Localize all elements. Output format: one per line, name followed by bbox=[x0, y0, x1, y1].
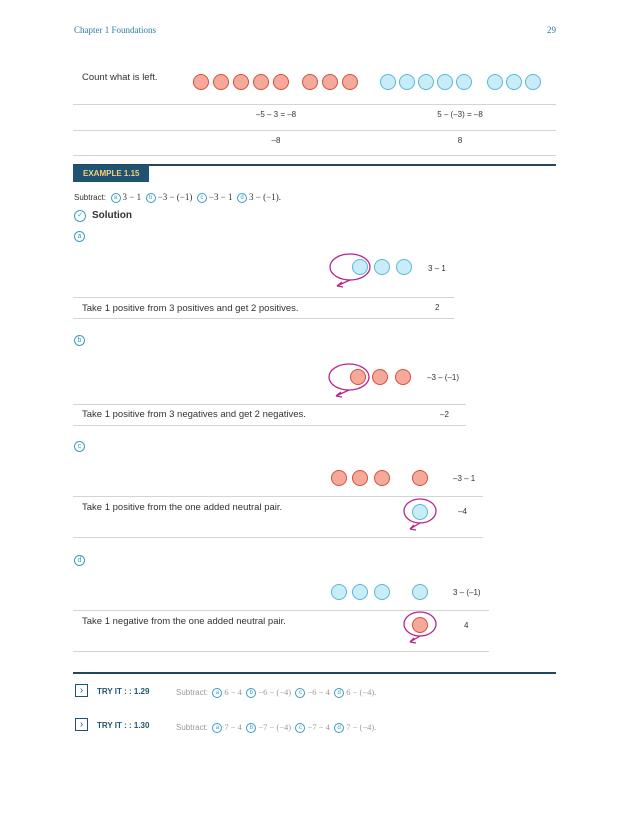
negative-counter bbox=[374, 470, 390, 486]
try-it-title: TRY IT : : 1.30 bbox=[97, 721, 150, 730]
example-bottom-rule bbox=[73, 672, 556, 674]
problem-c: −6 − 4 bbox=[307, 687, 330, 697]
page-number: 29 bbox=[547, 25, 556, 35]
table-divider bbox=[73, 155, 556, 156]
positive-counter bbox=[506, 74, 522, 90]
negative-counter bbox=[253, 74, 269, 90]
label-a: a bbox=[111, 193, 121, 203]
part-b-text: Take 1 positive from 3 negatives and get 2 negatives. bbox=[82, 409, 306, 420]
row-divider bbox=[73, 404, 466, 405]
check-circle-icon: ✓ bbox=[74, 210, 86, 222]
part-b-answer: –2 bbox=[440, 410, 449, 419]
positive-counter bbox=[352, 584, 368, 600]
problem-a: 6 − 4 bbox=[224, 687, 242, 697]
try-it-problems bbox=[176, 687, 376, 698]
part-a-expression: 3 – 1 bbox=[428, 264, 446, 273]
take-away-arrow-icon bbox=[324, 360, 376, 402]
positive-counter bbox=[456, 74, 472, 90]
label-c: c bbox=[197, 193, 207, 203]
label-b: b bbox=[246, 688, 256, 698]
negative-counter bbox=[193, 74, 209, 90]
part-c-answer: –4 bbox=[458, 507, 467, 516]
label-a: a bbox=[212, 723, 222, 733]
problem-a: 3 − 1 bbox=[122, 192, 142, 202]
positive-counter bbox=[331, 584, 347, 600]
positive-counter bbox=[487, 74, 503, 90]
part-c-expression: –3 – 1 bbox=[453, 474, 476, 483]
part-b-expression: –3 – (–1) bbox=[427, 373, 460, 382]
negative-counter bbox=[322, 74, 338, 90]
part-a-answer: 2 bbox=[435, 303, 440, 312]
problem-d: 7 − (−4). bbox=[346, 722, 377, 732]
part-a-text: Take 1 positive from 3 positives and get 2 positives. bbox=[82, 303, 299, 314]
label-b: b bbox=[246, 723, 256, 733]
part-d-answer: 4 bbox=[464, 621, 469, 630]
take-away-arrow-icon bbox=[325, 250, 377, 292]
try-it-problems bbox=[176, 722, 376, 733]
negative-counter bbox=[412, 470, 428, 486]
problem-a: 7 − 4 bbox=[224, 722, 242, 732]
positive-counter bbox=[374, 584, 390, 600]
try-it-lead: Subtract: bbox=[176, 723, 209, 732]
label-c: c bbox=[295, 688, 305, 698]
row-divider bbox=[73, 318, 454, 319]
problem-c: −7 − 4 bbox=[307, 722, 330, 732]
negative-counter bbox=[331, 470, 347, 486]
table-divider bbox=[73, 104, 556, 105]
problem-d: 3 − (−1). bbox=[249, 192, 281, 202]
negative-counter bbox=[233, 74, 249, 90]
chevron-right-icon[interactable]: › bbox=[75, 718, 88, 731]
count-left-label: Count what is left. bbox=[82, 72, 158, 83]
label-d: d bbox=[334, 688, 344, 698]
try-it-lead: Subtract: bbox=[176, 688, 209, 697]
take-away-arrow-icon bbox=[398, 609, 442, 647]
negative-counter bbox=[342, 74, 358, 90]
answer-left: –8 bbox=[271, 136, 281, 145]
answer-right: 8 bbox=[457, 136, 463, 145]
row-divider bbox=[73, 297, 454, 298]
take-away-arrow-icon bbox=[398, 496, 442, 534]
table-divider bbox=[73, 130, 556, 131]
result-right: 5 – (–3) = –8 bbox=[437, 110, 483, 119]
part-d-text: Take 1 negative from the one added neutral pair. bbox=[82, 616, 286, 627]
part-d-label: d bbox=[74, 555, 85, 566]
label-a: a bbox=[212, 688, 222, 698]
solution-title: Solution bbox=[92, 210, 132, 221]
positive-counter bbox=[525, 74, 541, 90]
chapter-header: Chapter 1 Foundations bbox=[74, 25, 156, 35]
example-badge: EXAMPLE 1.15 bbox=[73, 165, 149, 182]
problem-d: 6 − (−4). bbox=[346, 687, 377, 697]
negative-counter bbox=[213, 74, 229, 90]
positive-counter bbox=[437, 74, 453, 90]
chevron-right-icon[interactable]: › bbox=[75, 684, 88, 697]
problem-c: −3 − 1 bbox=[208, 192, 233, 202]
negative-counter bbox=[302, 74, 318, 90]
label-d: d bbox=[334, 723, 344, 733]
label-d: d bbox=[237, 193, 247, 203]
positive-counter bbox=[380, 74, 396, 90]
result-left: –5 – 3 = –8 bbox=[255, 110, 297, 119]
positive-counter bbox=[412, 584, 428, 600]
negative-counter bbox=[273, 74, 289, 90]
problem-b: −6 − (−4) bbox=[258, 687, 292, 697]
problem-b: −7 − (−4) bbox=[258, 722, 292, 732]
row-divider bbox=[73, 537, 483, 538]
row-divider bbox=[73, 651, 489, 652]
negative-counter bbox=[352, 470, 368, 486]
prompt-lead: Subtract: bbox=[74, 193, 107, 202]
positive-counter bbox=[396, 259, 412, 275]
part-a-label: a bbox=[74, 231, 85, 242]
positive-counter bbox=[418, 74, 434, 90]
part-b-label: b bbox=[74, 335, 85, 346]
try-it-title: TRY IT : : 1.29 bbox=[97, 687, 150, 696]
part-d-expression: 3 – (–1) bbox=[453, 588, 481, 597]
label-c: c bbox=[295, 723, 305, 733]
row-divider bbox=[73, 425, 466, 426]
part-c-label: c bbox=[74, 441, 85, 452]
positive-counter bbox=[399, 74, 415, 90]
part-c-text: Take 1 positive from the one added neutral pair. bbox=[82, 502, 283, 513]
negative-counter bbox=[395, 369, 411, 385]
label-b: b bbox=[146, 193, 156, 203]
example-prompt bbox=[74, 192, 281, 203]
problem-b: −3 − (−1) bbox=[157, 192, 193, 202]
